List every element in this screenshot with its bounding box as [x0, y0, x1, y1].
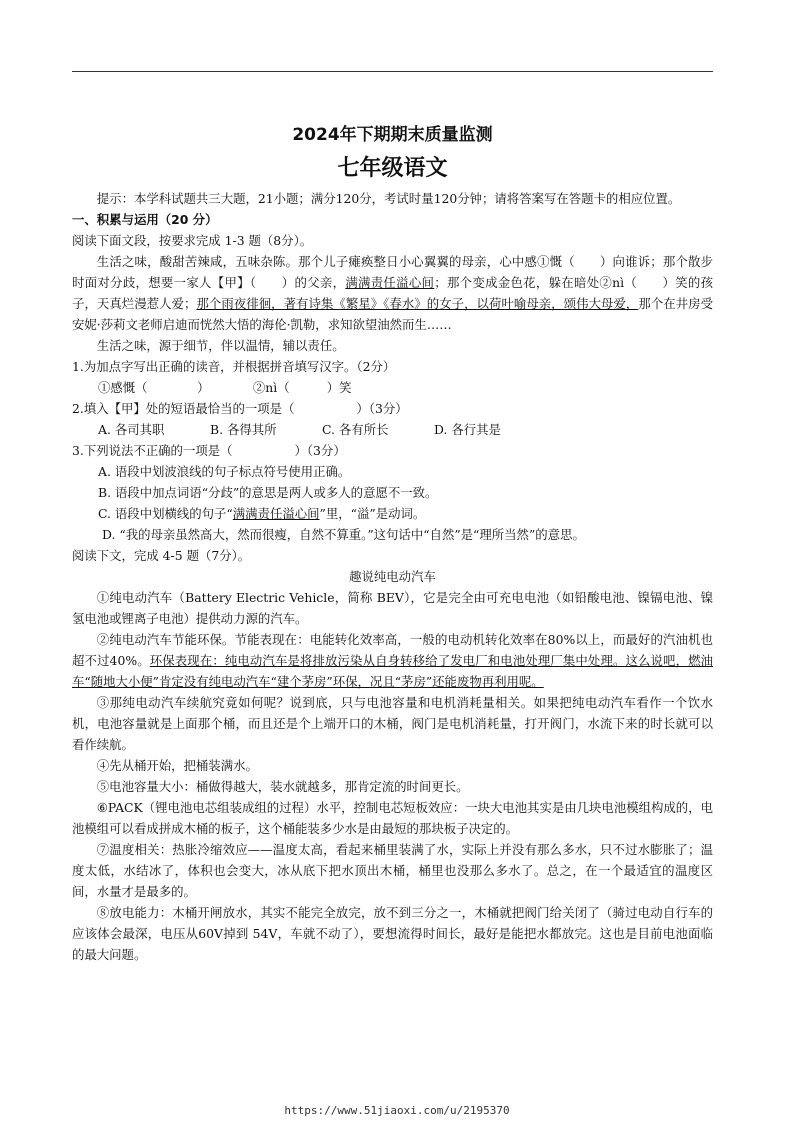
reading-paragraph-3: ③那纯电动汽车续航究竟如何呢？说到底，只与电池容量和电机消耗量相关。如果把纯电动汽车看作一个饮水机，电池容量就是上面那个桶，而且还是个上端开口的木桶，阀门是电机消耗量，打开阀门，水流下来的时长就可以看作续航。	[72, 695, 713, 752]
exam-title: 2024年下期期末质量监测	[292, 125, 493, 145]
reading-paragraph-1: ①纯电动汽车（Battery Electric Vehicle，简称 BEV），它是完全由可充电电池（如铅酸电池、镍镉电池、镍氢电池或锂离子电池）提供动力源的汽车。	[72, 590, 713, 626]
reading-title: 趣说纯电动汽车	[349, 569, 436, 584]
choice-c: C. 各有所长	[322, 422, 389, 437]
question-3-option-d: D. “我的母亲虽然高大，然而很瘦，自然不算重。”这句话中“自然”是“理所当然”的意思。	[102, 527, 585, 542]
reading-paragraph-4: ④先从桶开始，把桶装满水。	[96, 758, 258, 773]
choice-b: B. 各得其所	[210, 422, 277, 437]
reading-paragraph-2: ②纯电动汽车节能环保。节能表现在：电能转化效率高，一般的电动机转化效率在80%以上，而最好的汽油机也超不过40%。环保表现在：纯电动汽车是将排放污染从自身转移给了发电厂和电池处理厂集中处理。这么说吧，燃油车“随地大小便”肯定没有纯电动汽车“建个茅房”环保，况且“茅房”还能废物再利用呢。	[72, 632, 713, 689]
section-heading: 一、积累与运用（20 分）	[72, 212, 218, 227]
underlined-passage: 环保表现在：纯电动汽车是将排放污染从自身转移给了发电厂和电池处理厂集中处理。这么说吧，燃油车“随地大小便”肯定没有纯电动汽车“建个茅房”环保，况且“茅房”还能废物再利用呢。	[72, 653, 713, 689]
passage-paragraph-1: 生活之味，酸甜苦辣咸，五味杂陈。那个儿子瘫痪整日小心翼翼的母亲，心中感①慨（ ）向谁诉；那个散步时面对分歧，想要一家人【甲】（ ）的父亲，满满责任溢心间；那个变成金色花，躲在暗处②nì（ ）笑的孩子，天真烂漫惹人爱；那个雨夜徘徊，著有诗集《繁星》《春水》的女子，以荷叶喻母亲，颂伟大母爱，那个在井房受安妮·莎莉文老师启迪而恍然大悟的海伦·凯勒，求知欲望油然而生……	[72, 254, 714, 332]
choice-a: A. 各司其职	[98, 422, 165, 437]
exam-tip: 提示：本学科试题共三大题，21小题；满分120分，考试时量120分钟；请将答案写在答题卡的相应位置。	[96, 191, 681, 206]
question-1-answer-line: ①感慨（ ） ②nì（ ）笑	[98, 380, 352, 395]
reading-intro: 阅读下文，完成 4-5 题（7分）。	[72, 548, 251, 563]
reading-paragraph-6: ⑥PACK（锂电池电芯组装成组的过程）水平，控制电芯短板效应：一块大电池其实是由几块电池模组构成的，电池模组可以看成拼成木桶的板子，这个桶能装多少水是由最短的那块板子决定的。	[72, 800, 713, 836]
section-intro: 阅读下面文段，按要求完成 1-3 题（8分）。	[72, 233, 313, 248]
footer-url: https://www.51jiaoxi.com/u/2195370	[284, 1104, 510, 1117]
exam-page	[72, 120, 713, 965]
question-3-option-b: B. 语段中加点词语“分歧”的意思是两人或多人的意愿不一致。	[98, 485, 438, 500]
reading-paragraph-5: ⑤电池容量大小：桶做得越大，装水就越多，那肯定流的时间更长。	[96, 779, 469, 794]
header-rule	[72, 71, 713, 72]
question-3-option-a: A. 语段中划波浪线的句子标点符号使用正确。	[98, 464, 351, 479]
question-2-stem: 2.填入【甲】处的短语最恰当的一项是（ ）（3分）	[72, 401, 408, 416]
question-2-choices	[72, 419, 713, 440]
passage-paragraph-2: 生活之味，源于细节，伴以温情，辅以责任。	[96, 338, 345, 353]
reading-paragraph-8: ⑧放电能力：木桶开闸放水，其实不能完全放完，放不到三分之一，木桶就把阀门给关闭了（骑过电动自行车的应该体会最深，电压从60V掉到 54V，车就不动了），要想流得时间长，最好是能把水都放完。这也是目前电池面临的最大问题。	[72, 905, 713, 962]
exam-subtitle: 七年级语文	[337, 156, 448, 181]
reading-paragraph-7: ⑦温度相关：热胀冷缩效应——温度太高，看起来桶里装满了水，实际上并没有那么多水，只不过水膨胀了；温度太低，水结冰了，体积也会变大，冰从底下把水顶出木桶，桶里也没那么多水了。总之，在一个最适宜的温度区间，水量才是最多的。	[72, 842, 713, 899]
choice-d: D. 各行其是	[434, 422, 501, 437]
wavy-underlined-sentence: 那个雨夜徘徊，著有诗集《繁星》《春水》的女子，以荷叶喻母亲，颂伟大母爱，	[196, 296, 639, 311]
underlined-sentence: 满满责任溢心间	[345, 275, 435, 290]
question-3-stem: 3.下列说法不正确的一项是（ ）（3分）	[72, 443, 346, 458]
question-1-stem: 1.为加点字写出正确的读音，并根据拼音填写汉字。（2分）	[72, 359, 396, 374]
question-3-option-c: C. 语段中划横线的句子“满满责任溢心间”里，“溢”是动词。	[98, 506, 426, 521]
